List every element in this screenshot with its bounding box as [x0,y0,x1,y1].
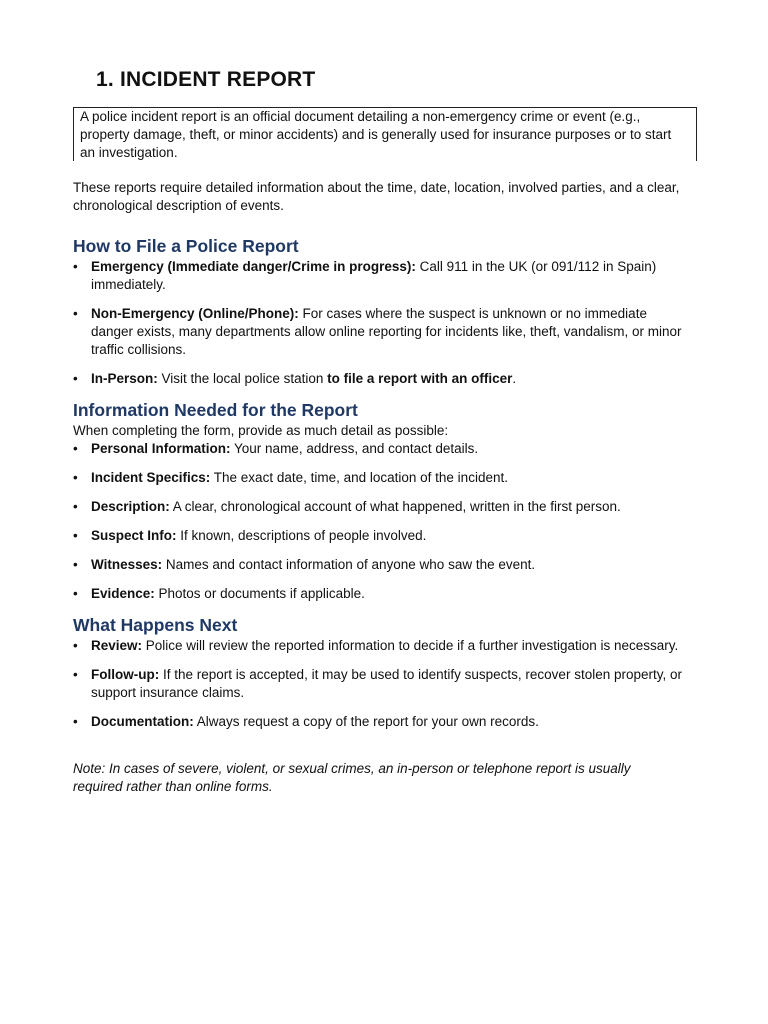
item-end: . [512,371,517,386]
list-item [73,556,688,574]
item-text: Call 911 in the UK (or 091/112 in Spain) immediately. [91,259,657,292]
bullet-icon: • [73,441,78,456]
item-label: Description: [91,499,170,514]
bullet-icon: • [73,586,78,601]
item-text: Names and contact information of anyone who saw the event. [162,557,536,572]
bullet-icon: • [73,259,78,274]
item-label: Incident Specifics: [91,470,211,485]
item-label: Emergency (Immediate danger/Crime in progress): [91,259,416,274]
item-label: Suspect Info: [91,528,177,543]
requirements-paragraph: These reports require detailed information about the time, date, location, involved parties, and a clear, chronological description of events. [73,180,680,213]
item-text: For cases where the suspect is unknown or no immediate danger exists, many departments allow online reporting for incidents like, theft, vandalism, or minor traffic collisions. [91,306,682,357]
bullet-icon: • [73,557,78,572]
item-text: The exact date, time, and location of the incident. [210,470,508,485]
list-item [73,469,688,487]
bullet-icon: • [73,470,78,485]
section-heading-what-happens-next: What Happens Next [73,615,238,635]
item-text: Police will review the reported information to decide if a further investigation is necessary. [142,638,679,653]
item-label: Review: [91,638,143,653]
section-heading-information-needed: Information Needed for the Report [73,400,358,420]
item-label: Follow-up: [91,667,160,682]
bullet-icon: • [73,306,78,321]
information-needed-list [73,440,688,614]
item-text: Your name, address, and contact details. [230,441,479,456]
list-item [73,585,688,603]
list-item [73,713,688,731]
bullet-icon: • [73,528,78,543]
closing-note: Note: In cases of severe, violent, or sexual crimes, an in-person or telephone report is usually required rather than online forms. [73,761,631,794]
what-happens-next-list [73,637,688,742]
item-text: A clear, chronological account of what happened, written in the first person. [169,499,621,514]
item-text: If known, descriptions of people involved. [176,528,427,543]
item-label: Evidence: [91,586,155,601]
item-text: Photos or documents if applicable. [154,586,365,601]
item-label: Witnesses: [91,557,163,572]
list-item [73,666,688,702]
list-item [73,498,688,516]
bullet-icon: • [73,667,78,682]
intro-text: A police incident report is an official document detailing a non-emergency crime or event (e.g., property damage, theft, or minor accidents) and is generally used for insurance purposes or to start an investigation. [80,109,672,160]
how-to-file-list [73,258,688,399]
item-text: Always request a copy of the report for your own records. [193,714,539,729]
section-heading-how-to-file: How to File a Police Report [73,236,299,256]
list-item [73,440,688,458]
list-item [73,527,688,545]
list-item [73,258,688,294]
bullet-icon: • [73,638,78,653]
item-label: In-Person: [91,371,158,386]
item-text: Visit the local police station [157,371,328,386]
list-item [73,305,688,359]
information-lead: When completing the form, provide as much detail as possible: [73,423,449,438]
bullet-icon: • [73,499,78,514]
item-bold-tail: to file a report with an officer [327,371,513,386]
item-label: Documentation: [91,714,194,729]
bullet-icon: • [73,371,78,386]
list-item [73,370,688,388]
list-item [73,637,688,655]
item-label: Personal Information: [91,441,231,456]
item-label: Non-Emergency (Online/Phone): [91,306,299,321]
page-title: 1. INCIDENT REPORT [96,68,316,91]
bullet-icon: • [73,714,78,729]
intro-box [73,107,697,161]
item-text: If the report is accepted, it may be used to identify suspects, recover stolen property, or support insurance claims. [91,667,682,700]
